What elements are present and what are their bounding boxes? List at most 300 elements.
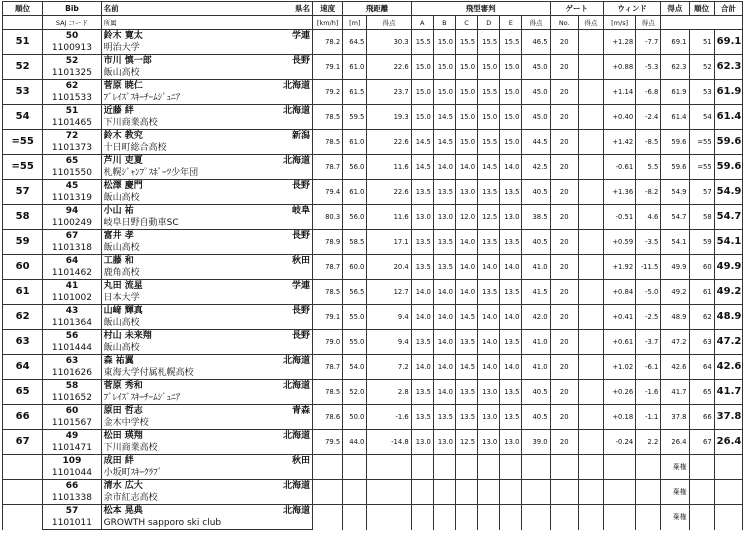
judge-points-cell: 45.0 — [522, 55, 550, 80]
gate-points-cell — [578, 480, 603, 505]
judge-points-cell: 40.5 — [522, 380, 550, 405]
speed-cell: 78.7 — [313, 355, 343, 380]
table-row — [3, 105, 743, 118]
judge-score-cell: 13.5 — [433, 230, 455, 255]
prefecture: 北海道 — [283, 431, 311, 441]
wind-points-cell: -8.2 — [636, 180, 661, 205]
saj-code-cell: 1101567 — [43, 417, 101, 430]
club-cell: 下川商業高校 — [101, 117, 312, 130]
judge-points-cell: 41.0 — [522, 355, 550, 380]
distance-cell: 64.5 — [343, 30, 367, 55]
judge-score-cell — [433, 480, 455, 505]
total-cell: 26.4 — [714, 430, 742, 455]
gate-points-cell — [578, 155, 603, 180]
prefecture: 長野 — [292, 56, 311, 66]
athlete-name-cell — [101, 280, 312, 293]
wind-points-cell: -5.0 — [636, 280, 661, 305]
athlete-name-cell — [101, 55, 312, 68]
saj-code-cell: 1101044 — [43, 467, 101, 480]
judge-score-cell: 14.5 — [411, 155, 433, 180]
table-row — [3, 230, 743, 243]
score-cell: 61.9 — [661, 80, 689, 105]
judge-score-cell: 13.5 — [478, 180, 500, 205]
speed-cell: 78.5 — [313, 280, 343, 305]
athlete-name-cell — [101, 255, 312, 268]
athlete-name: 松本 晃典 — [103, 506, 143, 516]
rank-cell: 58 — [3, 205, 43, 230]
wind-points-cell: -2.4 — [636, 105, 661, 130]
rank-cell: 63 — [3, 330, 43, 355]
judge-score-cell: 12.5 — [478, 205, 500, 230]
wind-cell: +0.88 — [603, 55, 635, 80]
prefecture: 学連 — [292, 31, 311, 41]
wind-cell: +0.84 — [603, 280, 635, 305]
wind-cell: -0.24 — [603, 430, 635, 455]
club-cell: ﾌﾞﾚｲｽﾞｽｷｰﾁｰﾑｼﾞｭﾆｱ — [101, 392, 312, 405]
distance-cell: 52.0 — [343, 380, 367, 405]
judge-score-cell: 14.0 — [433, 380, 455, 405]
judge-points-cell: 45.0 — [522, 105, 550, 130]
wind-cell: +1.14 — [603, 80, 635, 105]
distance-cell: 61.0 — [343, 55, 367, 80]
gate-cell: 20 — [550, 130, 578, 155]
table-row — [3, 505, 743, 518]
bib-cell: 56 — [43, 330, 101, 343]
athlete-name-cell — [101, 505, 312, 518]
bib-cell: 60 — [43, 405, 101, 418]
score-cell: 49.2 — [661, 280, 689, 305]
distance-points-cell: -14.8 — [367, 430, 411, 455]
club-cell: 東海大学付属札幌高校 — [101, 367, 312, 380]
total-cell: 41.7 — [714, 380, 742, 405]
speed-cell: 78.7 — [313, 155, 343, 180]
distance-points-cell: 17.1 — [367, 230, 411, 255]
distance-points-cell: -1.6 — [367, 405, 411, 430]
judge-score-cell: 15.5 — [478, 130, 500, 155]
gate-points-cell — [578, 430, 603, 455]
judge-score-cell: 13.0 — [478, 430, 500, 455]
score-rank-cell — [689, 480, 714, 505]
score-cell: 59.6 — [661, 155, 689, 180]
athlete-name: 原田 哲志 — [103, 406, 143, 416]
score-rank-cell: 63 — [689, 330, 714, 355]
athlete-name: 成田 絆 — [103, 456, 134, 466]
bib-cell: 65 — [43, 155, 101, 168]
score-rank-cell: 53 — [689, 80, 714, 105]
prefecture: 秋田 — [292, 456, 311, 466]
athlete-name: 近藤 絆 — [103, 106, 134, 116]
judge-score-cell: 14.5 — [433, 105, 455, 130]
total-cell: 42.6 — [714, 355, 742, 380]
rank-cell: 66 — [3, 405, 43, 430]
header-wind: ウィンド — [603, 2, 660, 16]
gate-points-cell — [578, 355, 603, 380]
results-sheet — [2, 1, 743, 530]
judge-score-cell: 14.0 — [433, 355, 455, 380]
judge-score-cell: 14.0 — [478, 255, 500, 280]
bib-cell: 72 — [43, 130, 101, 143]
distance-points-cell: 9.4 — [367, 330, 411, 355]
club-cell: 飯山高校 — [101, 342, 312, 355]
judge-score-cell: 14.5 — [478, 155, 500, 180]
gate-cell: 20 — [550, 330, 578, 355]
header-speed: 速度 — [313, 2, 343, 16]
total-cell: 48.9 — [714, 305, 742, 330]
judge-score-cell: 15.0 — [455, 55, 477, 80]
athlete-name-cell — [101, 30, 312, 43]
gate-points-cell — [578, 205, 603, 230]
judge-points-cell: 41.5 — [522, 280, 550, 305]
athlete-name: 菅原 秀和 — [103, 381, 143, 391]
score-rank-cell — [689, 455, 714, 480]
judge-score-cell: 13.5 — [500, 330, 522, 355]
judge-score-cell: 13.5 — [478, 280, 500, 305]
judge-points-cell: 45.0 — [522, 80, 550, 105]
bib-cell: 52 — [43, 55, 101, 68]
judge-score-cell: 13.5 — [500, 280, 522, 305]
club-cell: 金木中学校 — [101, 417, 312, 430]
judge-score-cell: 14.0 — [455, 230, 477, 255]
rank-cell: 60 — [3, 255, 43, 280]
judge-score-cell: 13.5 — [500, 230, 522, 255]
wind-points-cell — [636, 505, 661, 530]
speed-cell: 79.0 — [313, 330, 343, 355]
judge-score-cell: 14.0 — [455, 155, 477, 180]
wind-cell: +1.02 — [603, 355, 635, 380]
prefecture: 長野 — [292, 331, 311, 341]
header-judge-b: B — [433, 16, 455, 30]
wind-points-cell: 2.2 — [636, 430, 661, 455]
distance-points-cell: 22.6 — [367, 55, 411, 80]
judge-score-cell: 13.5 — [411, 405, 433, 430]
judge-score-cell — [500, 480, 522, 505]
table-row — [3, 330, 743, 343]
judge-score-cell — [433, 455, 455, 480]
wind-cell: +1.42 — [603, 130, 635, 155]
saj-code-cell: 1101533 — [43, 92, 101, 105]
score-cell: 69.1 — [661, 30, 689, 55]
header-pref: 県名 — [295, 3, 311, 13]
judge-score-cell: 15.0 — [455, 80, 477, 105]
table-row — [3, 255, 743, 268]
table-row — [3, 480, 743, 493]
wind-cell — [603, 505, 635, 530]
bib-cell: 58 — [43, 380, 101, 393]
header-judge-points: 得点 — [522, 16, 550, 30]
rank-cell: 54 — [3, 105, 43, 130]
judge-points-cell: 41.0 — [522, 330, 550, 355]
header-gate-no: No. — [550, 16, 578, 30]
athlete-name: 松田 瑛翔 — [103, 431, 143, 441]
total-cell: 54.7 — [714, 205, 742, 230]
athlete-name: 鈴木 寛太 — [103, 31, 143, 41]
distance-points-cell — [367, 455, 411, 480]
wind-cell: +0.18 — [603, 405, 635, 430]
saj-code-cell: 1101002 — [43, 292, 101, 305]
judge-points-cell: 42.0 — [522, 305, 550, 330]
judge-score-cell: 14.0 — [411, 305, 433, 330]
header-judges: 飛型審判 — [411, 2, 550, 16]
judge-score-cell: 13.0 — [411, 205, 433, 230]
header-bib: Bib — [43, 2, 101, 16]
judge-score-cell: 15.5 — [478, 30, 500, 55]
judge-score-cell: 13.0 — [500, 430, 522, 455]
athlete-name: 小山 祐 — [103, 206, 134, 216]
distance-points-cell: 23.7 — [367, 80, 411, 105]
score-rank-cell: 64 — [689, 355, 714, 380]
athlete-name: 村山 未来翔 — [103, 331, 152, 341]
prefecture: 北海道 — [283, 381, 311, 391]
club-cell: 鹿角高校 — [101, 267, 312, 280]
judge-score-cell: 15.0 — [500, 130, 522, 155]
speed-cell: 78.9 — [313, 230, 343, 255]
header-gate-points: 得点 — [578, 16, 603, 30]
total-cell: 37.8 — [714, 405, 742, 430]
wind-points-cell: 4.6 — [636, 205, 661, 230]
athlete-name: 市川 慎一郎 — [103, 56, 152, 66]
club-cell: 飯山高校 — [101, 317, 312, 330]
saj-code-cell: 1101550 — [43, 167, 101, 180]
gate-points-cell — [578, 255, 603, 280]
bib-cell: 67 — [43, 230, 101, 243]
score-cell: 37.8 — [661, 405, 689, 430]
judge-score-cell: 15.0 — [455, 130, 477, 155]
judge-score-cell — [433, 505, 455, 530]
score-rank-cell: =55 — [689, 130, 714, 155]
distance-cell: 44.0 — [343, 430, 367, 455]
judge-score-cell: 15.0 — [500, 105, 522, 130]
judge-score-cell: 13.5 — [455, 330, 477, 355]
judge-score-cell: 12.5 — [455, 430, 477, 455]
gate-cell — [550, 480, 578, 505]
table-row — [3, 30, 743, 43]
gate-points-cell — [578, 80, 603, 105]
prefecture: 岐阜 — [292, 206, 311, 216]
score-rank-cell — [689, 505, 714, 530]
athlete-name: 工藤 和 — [103, 256, 134, 266]
athlete-name: 清水 広大 — [103, 481, 143, 491]
athlete-name-cell — [101, 230, 312, 243]
speed-cell: 78.5 — [313, 130, 343, 155]
judge-score-cell: 14.0 — [500, 305, 522, 330]
prefecture: 北海道 — [283, 106, 311, 116]
judge-score-cell — [478, 505, 500, 530]
distance-cell: 59.5 — [343, 105, 367, 130]
score-cell: 54.7 — [661, 205, 689, 230]
speed-cell: 78.5 — [313, 380, 343, 405]
distance-cell: 50.0 — [343, 405, 367, 430]
prefecture: 青森 — [292, 406, 311, 416]
table-row — [3, 155, 743, 168]
score-rank-cell: 65 — [689, 380, 714, 405]
wind-cell: -0.61 — [603, 155, 635, 180]
judge-score-cell: 15.5 — [500, 30, 522, 55]
wind-cell: -0.51 — [603, 205, 635, 230]
score-cell: 48.9 — [661, 305, 689, 330]
saj-code-cell: 1101444 — [43, 342, 101, 355]
gate-cell: 20 — [550, 105, 578, 130]
header-rank: 順位 — [3, 2, 43, 16]
saj-code-cell: 1100913 — [43, 42, 101, 55]
distance-points-cell: 12.7 — [367, 280, 411, 305]
athlete-name: 丸田 流星 — [103, 281, 143, 291]
judge-score-cell: 14.0 — [433, 280, 455, 305]
bib-cell: 51 — [43, 105, 101, 118]
club-cell: 飯山高校 — [101, 67, 312, 80]
judge-points-cell: 40.5 — [522, 405, 550, 430]
gate-cell: 20 — [550, 180, 578, 205]
table-row — [3, 380, 743, 393]
club-cell: 札幌ｼﾞｬﾝﾌﾟｽﾎﾟｰﾂ少年団 — [101, 167, 312, 180]
results-table — [2, 1, 743, 530]
judge-score-cell: 13.5 — [500, 380, 522, 405]
club-cell: 小坂町ｽｷｰｸﾗﾌﾞ — [101, 467, 312, 480]
wind-cell: +0.40 — [603, 105, 635, 130]
score-cell: 62.3 — [661, 55, 689, 80]
wind-points-cell — [636, 455, 661, 480]
judge-score-cell: 14.5 — [411, 130, 433, 155]
score-rank-cell: 52 — [689, 55, 714, 80]
judge-score-cell: 14.0 — [478, 330, 500, 355]
header-blank — [3, 16, 43, 30]
athlete-name-cell — [101, 155, 312, 168]
wind-cell: +0.59 — [603, 230, 635, 255]
score-cell: 47.2 — [661, 330, 689, 355]
athlete-name: 菅原 暁仁 — [103, 81, 143, 91]
distance-cell — [343, 505, 367, 530]
athlete-name-cell — [101, 105, 312, 118]
bib-cell: 57 — [43, 505, 101, 518]
speed-cell — [313, 455, 343, 480]
judge-points-cell: 40.5 — [522, 180, 550, 205]
bib-cell: 45 — [43, 180, 101, 193]
judge-score-cell: 14.0 — [500, 255, 522, 280]
table-row — [3, 80, 743, 93]
saj-code-cell: 1101338 — [43, 492, 101, 505]
rank-cell: 53 — [3, 80, 43, 105]
prefecture: 北海道 — [283, 481, 311, 491]
judge-score-cell: 13.5 — [411, 255, 433, 280]
athlete-name: 山﨑 輝真 — [103, 306, 143, 316]
score-rank-cell: 57 — [689, 180, 714, 205]
saj-code-cell: 1101652 — [43, 392, 101, 405]
judge-points-cell: 42.5 — [522, 155, 550, 180]
wind-points-cell: -1.1 — [636, 405, 661, 430]
club-cell: 日本大学 — [101, 292, 312, 305]
saj-code-cell: 1100249 — [43, 217, 101, 230]
distance-points-cell: 2.8 — [367, 380, 411, 405]
score-rank-cell: 54 — [689, 105, 714, 130]
table-row — [3, 205, 743, 218]
club-cell: GROWTH sapporo ski club — [101, 517, 312, 530]
distance-points-cell: 22.6 — [367, 130, 411, 155]
header-dist-unit: [m] — [343, 16, 367, 30]
wind-points-cell: -6.1 — [636, 355, 661, 380]
gate-cell: 20 — [550, 305, 578, 330]
judge-score-cell: 15.0 — [478, 105, 500, 130]
wind-cell: +0.41 — [603, 305, 635, 330]
saj-code-cell: 1101011 — [43, 517, 101, 530]
rank-cell: 65 — [3, 380, 43, 405]
wind-cell: +1.36 — [603, 180, 635, 205]
distance-cell: 55.0 — [343, 330, 367, 355]
distance-points-cell — [367, 505, 411, 530]
judge-score-cell: 13.0 — [478, 380, 500, 405]
bib-cell: 43 — [43, 305, 101, 318]
gate-points-cell — [578, 505, 603, 530]
saj-code-cell: 1101462 — [43, 267, 101, 280]
athlete-name-cell — [101, 405, 312, 418]
gate-points-cell — [578, 130, 603, 155]
gate-cell: 20 — [550, 55, 578, 80]
speed-cell — [313, 505, 343, 530]
total-cell: 61.9 — [714, 80, 742, 105]
score-cell: 41.7 — [661, 380, 689, 405]
bib-cell: 64 — [43, 255, 101, 268]
judge-score-cell: 15.0 — [411, 80, 433, 105]
header-club: 所属 — [101, 16, 312, 30]
rank-cell: 51 — [3, 30, 43, 55]
judge-score-cell: 14.5 — [433, 130, 455, 155]
speed-cell: 80.3 — [313, 205, 343, 230]
athlete-name-cell — [101, 330, 312, 343]
distance-cell — [343, 480, 367, 505]
gate-cell: 20 — [550, 155, 578, 180]
judge-score-cell: 13.5 — [500, 180, 522, 205]
total-cell: 61.4 — [714, 105, 742, 130]
judge-points-cell: 41.0 — [522, 255, 550, 280]
judge-score-cell: 13.5 — [411, 380, 433, 405]
distance-points-cell: 9.4 — [367, 305, 411, 330]
gate-points-cell — [578, 380, 603, 405]
wind-points-cell: -1.6 — [636, 380, 661, 405]
wind-cell: +1.92 — [603, 255, 635, 280]
athlete-name-cell — [101, 130, 312, 143]
gate-cell: 20 — [550, 80, 578, 105]
wind-points-cell: -5.3 — [636, 55, 661, 80]
judge-score-cell: 14.0 — [433, 330, 455, 355]
judge-score-cell: 14.5 — [455, 305, 477, 330]
judge-score-cell — [478, 480, 500, 505]
score-cell: 54.1 — [661, 230, 689, 255]
wind-points-cell: 5.5 — [636, 155, 661, 180]
header-gate: ゲート — [550, 2, 603, 16]
judge-score-cell: 13.0 — [478, 405, 500, 430]
score-rank-cell: 67 — [689, 430, 714, 455]
bib-cell: 49 — [43, 430, 101, 443]
athlete-name-cell — [101, 80, 312, 93]
judge-score-cell — [411, 455, 433, 480]
distance-points-cell: 19.3 — [367, 105, 411, 130]
wind-points-cell — [636, 480, 661, 505]
header-dist-points: 得点 — [367, 16, 411, 30]
score-cell: 26.4 — [661, 430, 689, 455]
saj-code-cell: 1101325 — [43, 67, 101, 80]
gate-cell — [550, 505, 578, 530]
distance-cell: 54.0 — [343, 355, 367, 380]
athlete-name-cell — [101, 455, 312, 468]
athlete-name: 森 祐翼 — [103, 356, 134, 366]
total-cell: 49.9 — [714, 255, 742, 280]
athlete-name: 鈴木 教究 — [103, 131, 143, 141]
club-cell: ﾌﾞﾚｲｽﾞｽｷｰﾁｰﾑｼﾞｭﾆｱ — [101, 92, 312, 105]
total-cell: 59.6 — [714, 130, 742, 155]
total-cell: 49.2 — [714, 280, 742, 305]
gate-points-cell — [578, 30, 603, 55]
athlete-name-cell — [101, 380, 312, 393]
total-cell — [714, 455, 742, 480]
rank-cell — [3, 505, 43, 530]
